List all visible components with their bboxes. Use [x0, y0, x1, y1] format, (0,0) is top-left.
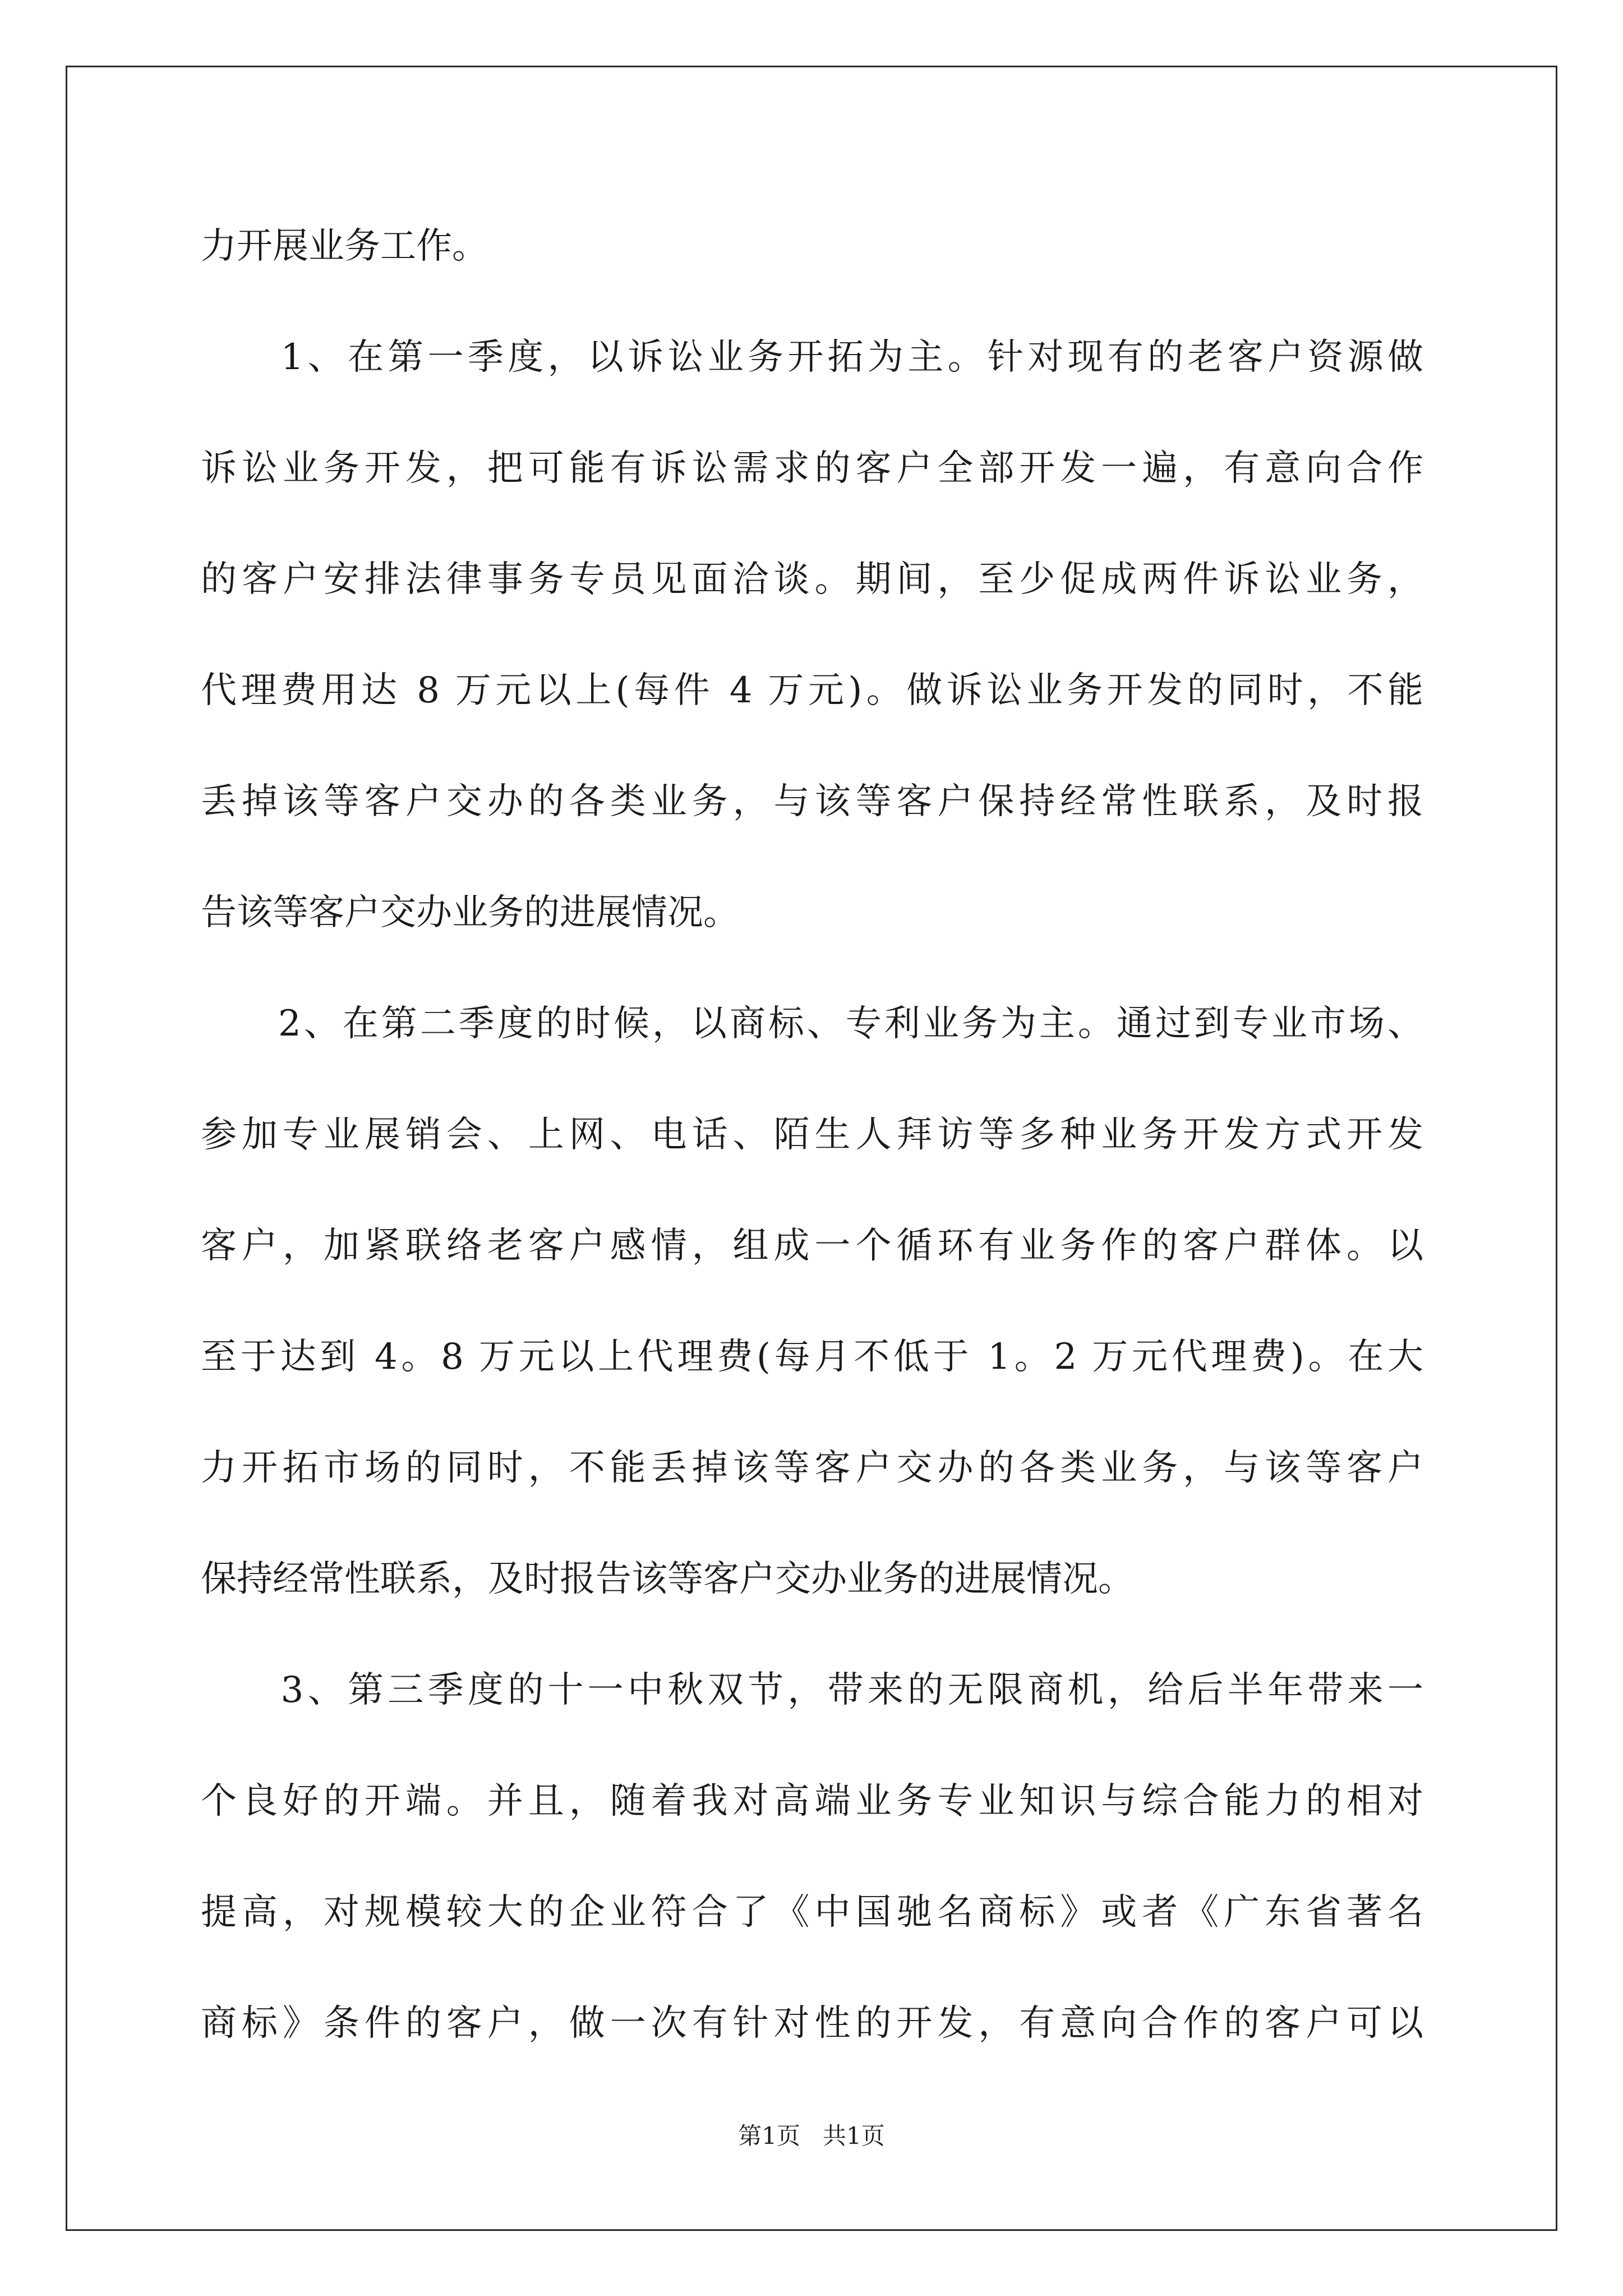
text-line: 告该等客户交办业务的进展情况。 — [201, 892, 739, 933]
document-body — [201, 191, 1423, 2079]
text-line: 力开拓市场的同时，不能丢掉该等客户交办的各类业务，与该等客户 — [201, 1447, 1423, 1489]
text-line: 的客户安排法律事务专员见面洽谈。期间，至少促成两件诉讼业务， — [201, 559, 1423, 600]
text-line: 至于达到 4。8 万元以上代理费(每月不低于 1。2 万元代理费)。在大 — [201, 1336, 1423, 1378]
page-footer — [0, 2118, 1623, 2151]
text-line: 参加专业展销会、上网、电话、陌生人拜访等多种业务开发方式开发 — [201, 1114, 1423, 1156]
text-line: 提高，对规模较大的企业符合了《中国驰名商标》或者《广东省著名 — [201, 1892, 1423, 1933]
text-line: 诉讼业务开发，把可能有诉讼需求的客户全部开发一遍，有意向合作 — [201, 448, 1423, 489]
text-line: 1、在第一季度，以诉讼业务开拓为主。针对现有的老客户资源做 — [201, 337, 1423, 378]
text-line: 代理费用达 8 万元以上(每件 4 万元)。做诉讼业务开发的同时，不能 — [201, 670, 1423, 711]
text-line: 力开展业务工作。 — [201, 226, 488, 267]
text-line: 客户，加紧联络老客户感情，组成一个循环有业务作的客户群体。以 — [201, 1225, 1423, 1267]
text-line: 商标》条件的客户，做一次有针对性的开发，有意向合作的客户可以 — [201, 2003, 1423, 2044]
text-line: 丢掉该等客户交办的各类业务，与该等客户保持经常性联系，及时报 — [201, 781, 1423, 822]
page-number-total: 共1页 — [823, 2122, 885, 2150]
text-line: 3、第三季度的十一中秋双节，带来的无限商机，给后半年带来一 — [201, 1669, 1423, 1711]
text-line: 保持经常性联系，及时报告该等客户交办业务的进展情况。 — [201, 1558, 1134, 1600]
page-number-current: 第1页 — [738, 2122, 800, 2150]
text-line: 个良好的开端。并且，随着我对高端业务专业知识与综合能力的相对 — [201, 1780, 1423, 1822]
text-line: 2、在第二季度的时候，以商标、专利业务为主。通过到专业市场、 — [201, 1003, 1423, 1045]
